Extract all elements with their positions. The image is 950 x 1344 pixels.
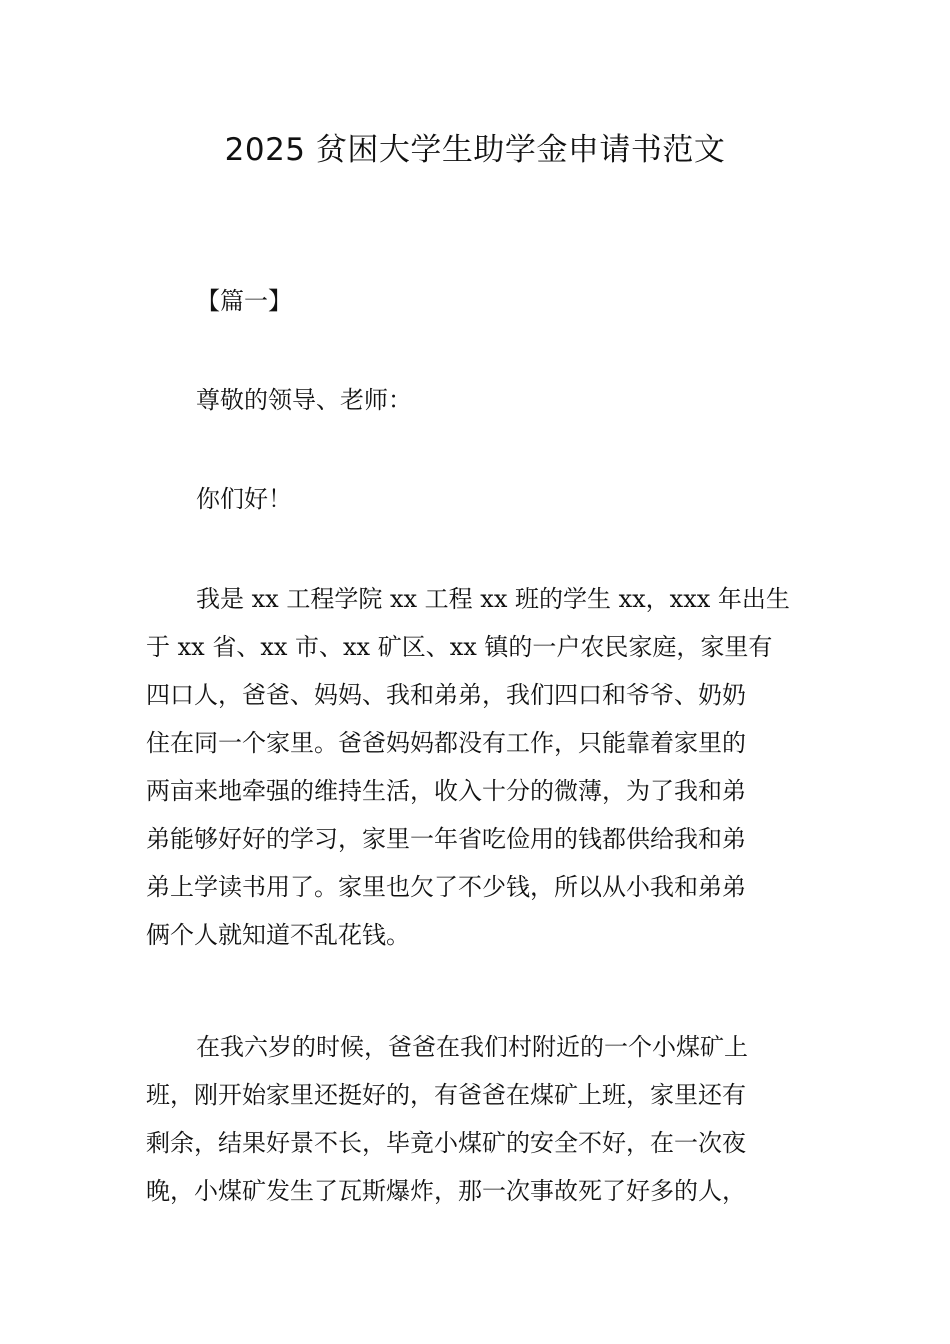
paragraph-line: 四口人，爸爸、妈妈、我和弟弟，我们四口和爷爷、奶奶 [146, 681, 746, 709]
paragraph-line: 剩余，结果好景不长，毕竟小煤矿的安全不好，在一次夜 [146, 1129, 746, 1157]
greeting: 你们好！ [196, 485, 292, 513]
paragraph-line: 于 xx 省、xx 市、xx 矿区、xx 镇的一户农民家庭，家里有 [146, 633, 773, 661]
paragraph-line: 住在同一个家里。爸爸妈妈都没有工作，只能靠着家里的 [146, 729, 746, 757]
document-title: 2025 贫困大学生助学金申请书范文 [224, 132, 726, 168]
paragraph-line: 班，刚开始家里还挺好的，有爸爸在煤矿上班，家里还有 [146, 1081, 746, 1109]
paragraph-line: 晚，小煤矿发生了瓦斯爆炸，那一次事故死了好多的人， [146, 1177, 746, 1205]
salutation: 尊敬的领导、老师： [196, 386, 412, 414]
paragraph-line: 俩个人就知道不乱花钱。 [146, 921, 410, 949]
paragraph-line: 两亩来地牵强的维持生活，收入十分的微薄，为了我和弟 [146, 777, 746, 805]
paragraph-line: 在我六岁的时候，爸爸在我们村附近的一个小煤矿上 [196, 1033, 748, 1061]
paragraph-line: 弟上学读书用了。家里也欠了不少钱，所以从小我和弟弟 [146, 873, 746, 901]
paragraph-line: 弟能够好好的学习，家里一年省吃俭用的钱都供给我和弟 [146, 825, 746, 853]
paragraph-line: 我是 xx 工程学院 xx 工程 xx 班的学生 xx，xxx 年出生 [196, 585, 790, 613]
section-label: 【篇一】 [196, 287, 292, 315]
